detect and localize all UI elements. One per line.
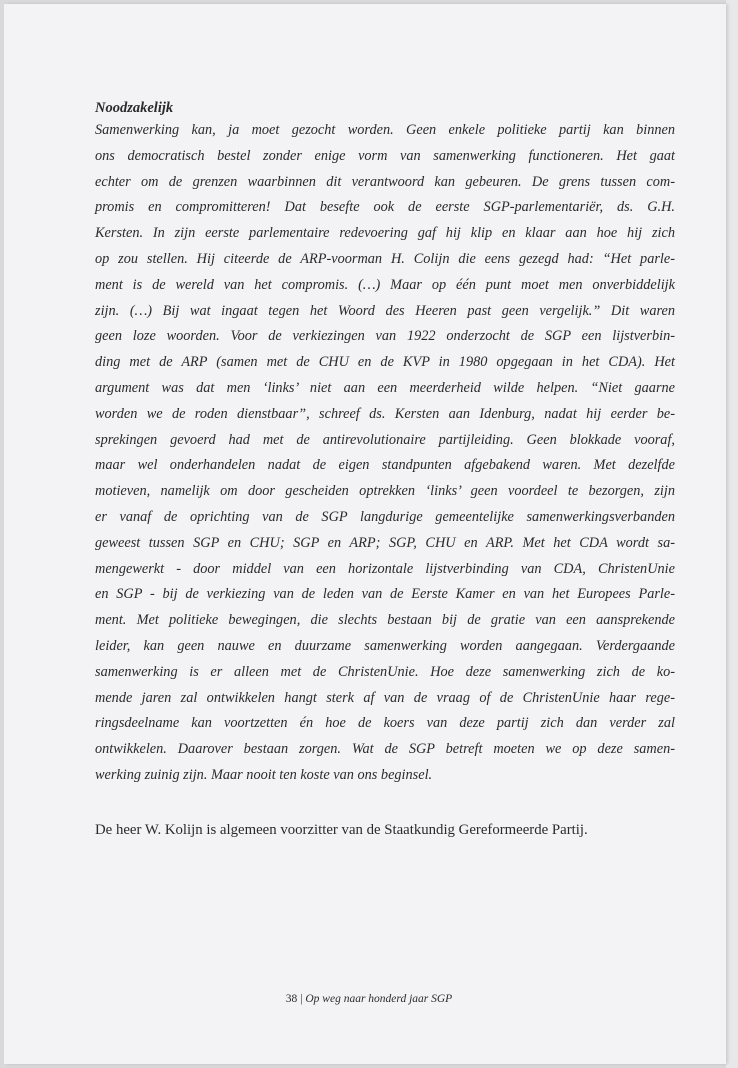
paragraph-line: mende jaren zal ontwikkelen hangt sterk af van de vraag of de ChristenUnie haar rege- [95,689,675,706]
paragraph-line: ment. Met politieke bewegingen, die slechts bestaan bij de gratie van een aansprekende [95,612,675,629]
paragraph-line: Kersten. In zijn eerste parlementaire redevoering gaf hij klip en klaar aan hoe hij zich [95,225,675,242]
paragraph-line: ding met de ARP (samen met de CHU en de KVP in 1980 opgegaan in het CDA). Het [95,354,675,371]
section-heading: Noodzakelijk [95,100,174,116]
paragraph-line: leider, kan geen nauwe en duurzame samenwerking worden aangegaan. Verdergaande [95,637,675,654]
page-footer [0,993,738,1005]
paragraph-line: en SGP - bij de verkiezing van de leden van de Eerste Kamer en van het Europees Parle- [95,586,675,603]
paragraph-line: er vanaf de oprichting van de SGP langdurige gemeentelijke samenwerkingsverbanden [95,508,675,525]
paragraph-line: werking zuinig zijn. Maar nooit ten koste van ons beginsel. [95,766,433,783]
paragraph-line: argument was dat men ‘links’ niet aan een meerderheid wilde helpen. “Niet gaarne [95,379,675,396]
article-paragraph [95,118,675,789]
series-title: Op weg naar honderd jaar SGP [305,993,453,1005]
paragraph-line: ringsdeelname kan voortzetten én hoe de koers van deze partij zich dan verder zal [95,715,675,732]
paragraph-line: motieven, namelijk om door gescheiden optrekken ‘links’ geen voordeel te bezorgen, zijn [95,483,675,500]
paragraph-line: ontwikkelen. Daarover bestaan zorgen. Wat de SGP betreft moeten we op deze samen- [95,741,675,758]
author-note: De heer W. Kolijn is algemeen voorzitter van de Staatkundig Gereformeerde Partij. [95,821,588,838]
paragraph-line: samenwerking is er alleen met de ChristenUnie. Hoe deze samenwerking zich de ko- [95,663,675,680]
paragraph-line: mengewerkt - door middel van een horizontale lijstverbinding van CDA, ChristenUnie [95,560,675,577]
paragraph-line: op zou stellen. Hij citeerde de ARP-voorman H. Colijn die eens gezegd had: “Het parle- [95,250,675,267]
article-body [95,98,675,841]
paragraph-line: ment is de wereld van het compromis. (…) Maar op één punt moet men onverbiddelijk [95,276,675,293]
paragraph-line: worden we de roden dienstbaar”, schreef ds. Kersten aan Idenburg, nadat hij eerder be- [95,405,675,422]
paragraph-line: maar wel onderhandelen nadat de eigen standpunten afgebakend waren. Met dezelfde [95,457,675,474]
paragraph-line: zijn. (…) Bij wat ingaat tegen het Woord des Heeren past geen vergelijk.” Dit waren [95,302,675,319]
page-edge [726,0,738,1068]
paragraph-line: Samenwerking kan, ja moet gezocht worden. Geen enkele politieke partij kan binnen [95,122,675,138]
paragraph-line: sprekingen gevoerd had met de antirevolutionaire partijleiding. Geen blokkade vooraf, [95,431,675,448]
paragraph-line: geen loze woorden. Voor de verkiezingen van 1922 onderzocht de SGP een lijstverbin- [95,328,675,345]
paragraph-line: geweest tussen SGP en CHU; SGP en ARP; SGP, CHU en ARP. Met het CDA wordt sa- [95,534,675,551]
paragraph-line: echter om de grenzen waarbinnen dit verantwoord kan gebeuren. De grens tussen com- [95,173,675,190]
paragraph-line: promis en compromitteren! Dat besefte ook de eerste SGP-parlementariër, ds. G.H. [95,199,675,216]
paragraph-line: ons democratisch bestel zonder enige vorm van samenwerking functioneren. Het gaat [95,147,675,164]
page-number: 38 [285,993,298,1005]
footer-separator: | [300,993,303,1005]
